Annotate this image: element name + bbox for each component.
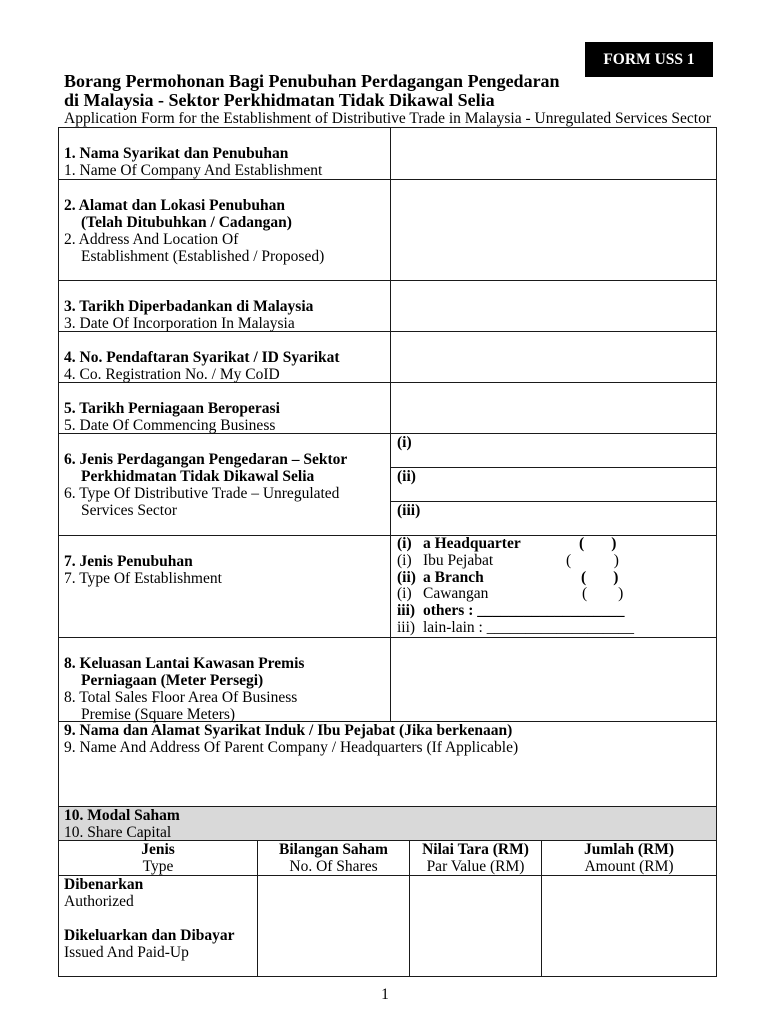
registration-no-label-cell <box>59 332 391 383</box>
registration-no-field[interactable] <box>391 332 717 383</box>
floor-area-field[interactable] <box>391 638 717 722</box>
column-header-amount <box>542 841 717 876</box>
option-marker: (i) <box>397 535 412 552</box>
registration-no-label-ms: 4. No. Pendaftaran Syarikat / ID Syarikat <box>64 349 340 366</box>
column-header-ms: Bilangan Saham <box>279 841 388 858</box>
form-title <box>64 72 560 110</box>
option-marker: (i) <box>397 551 412 569</box>
column-header-en: Par Value (RM) <box>426 858 525 875</box>
company-label-en: 1. Name Of Company And Establishment <box>64 162 323 179</box>
application-table <box>58 127 717 977</box>
company-label-ms: 1. Nama Syarikat dan Penubuhan <box>64 145 289 162</box>
option-checkbox[interactable]: ( ) <box>566 551 619 569</box>
address-label-ms: 2. Alamat dan Lokasi Penubuhan <box>64 197 285 214</box>
floor-area-label-en-sub: Premise (Square Meters) <box>81 706 236 723</box>
option-headquarter <box>397 536 716 553</box>
par-value-value <box>410 876 541 893</box>
company-name-value <box>397 145 710 162</box>
trade-type-label-cell <box>59 434 391 536</box>
column-header-shares <box>258 841 410 876</box>
option-text: Cawangan <box>423 585 489 603</box>
option-text: Ibu Pejabat <box>423 551 494 569</box>
share-type-authorized-en: Authorized <box>64 893 134 910</box>
incorporation-date-label-en: 3. Date Of Incorporation In Malaysia <box>64 315 295 332</box>
option-checkbox[interactable]: ( ) <box>581 568 619 586</box>
incorporation-date-field[interactable] <box>391 281 717 332</box>
floor-area-label-cell <box>59 638 391 722</box>
option-text: others : ___________________ <box>423 602 625 620</box>
address-field[interactable] <box>391 180 717 281</box>
establishment-type-label-cell <box>59 536 391 638</box>
address-label-cell <box>59 180 391 281</box>
share-type-cell <box>59 876 258 977</box>
column-header-en: Amount (RM) <box>584 858 674 875</box>
par-value-field[interactable] <box>410 876 542 977</box>
column-header-type <box>59 841 258 876</box>
trade-type-label-en: 6. Type Of Distributive Trade – Unregulated <box>64 485 340 502</box>
incorporation-date-label-ms: 3. Tarikh Diperbadankan di Malaysia <box>64 298 314 315</box>
registration-no-value <box>397 349 710 366</box>
share-capital-section-header <box>59 807 717 841</box>
option-checkbox[interactable]: ( ) <box>582 585 624 603</box>
incorporation-date-label-cell <box>59 281 391 332</box>
company-name-field[interactable] <box>391 128 717 180</box>
address-value <box>397 197 710 214</box>
share-capital-label-en: 10. Share Capital <box>64 824 172 841</box>
option-ibu-pejabat <box>397 553 716 570</box>
parent-company-label-en: 9. Name And Address Of Parent Company / Headquarters (If Applicable) <box>64 739 519 756</box>
option-marker: iii) <box>397 602 416 620</box>
share-type-issued-en: Issued And Paid-Up <box>64 944 189 961</box>
column-header-par-value <box>410 841 542 876</box>
share-type-authorized-ms: Dibenarkan <box>64 876 144 893</box>
column-header-en: No. Of Shares <box>289 858 378 875</box>
trade-type-entry-2[interactable] <box>391 468 717 502</box>
column-header-ms: Jumlah (RM) <box>584 841 674 858</box>
establishment-type-label-ms: 7. Jenis Penubuhan <box>64 553 193 570</box>
option-checkbox[interactable]: ( ) <box>579 535 617 552</box>
shares-value <box>258 876 409 893</box>
trade-type-label-en-sub: Services Sector <box>81 502 177 519</box>
share-type-issued-ms: Dikeluarkan dan Dibayar <box>64 927 235 944</box>
commencing-date-label-ms: 5. Tarikh Perniagaan Beroperasi <box>64 400 280 417</box>
trade-type-entry-3[interactable] <box>391 502 717 536</box>
floor-area-label-en: 8. Total Sales Floor Area Of Business <box>64 689 298 706</box>
page-number: 1 <box>381 986 389 1003</box>
column-header-en: Type <box>142 858 174 875</box>
amount-field[interactable] <box>542 876 717 977</box>
commencing-date-field[interactable] <box>391 383 717 434</box>
parent-company-value <box>64 756 716 773</box>
option-branch <box>397 570 716 587</box>
option-lain-lain[interactable] <box>397 620 716 637</box>
option-text: a Branch <box>423 568 484 586</box>
trade-type-label-ms-sub: Perkhidmatan Tidak Dikawal Selia <box>81 468 315 485</box>
form-code-badge: FORM USS 1 <box>585 42 713 77</box>
commencing-date-label-en: 5. Date Of Commencing Business <box>64 417 276 434</box>
commencing-date-value <box>397 400 710 417</box>
address-label-en-sub: Establishment (Established / Proposed) <box>81 248 325 265</box>
floor-area-label-ms-sub: Perniagaan (Meter Persegi) <box>81 672 264 689</box>
establishment-type-options <box>391 536 717 638</box>
entry-marker: (i) <box>397 434 412 451</box>
entry-marker: (ii) <box>397 468 416 485</box>
share-capital-label-ms: 10. Modal Saham <box>64 807 180 824</box>
entry-marker: (iii) <box>397 502 421 519</box>
trade-type-entry-1[interactable] <box>391 434 717 468</box>
option-text: a Headquarter <box>423 535 521 552</box>
company-label-cell <box>59 128 391 180</box>
parent-company-field[interactable] <box>59 722 717 807</box>
option-others[interactable] <box>397 603 716 620</box>
establishment-type-label-en: 7. Type Of Establishment <box>64 570 222 587</box>
address-label-ms-sub: (Telah Ditubuhkan / Cadangan) <box>81 214 292 231</box>
shares-field[interactable] <box>258 876 410 977</box>
floor-area-label-ms: 8. Keluasan Lantai Kawasan Premis <box>64 655 305 672</box>
column-header-ms: Nilai Tara (RM) <box>422 841 529 858</box>
column-header-ms: Jenis <box>141 841 175 858</box>
commencing-date-label-cell <box>59 383 391 434</box>
floor-area-value <box>397 655 710 672</box>
option-marker: (ii) <box>397 568 416 586</box>
option-marker: (i) <box>397 585 412 603</box>
form-subtitle: Application Form for the Establishment of Distributive Trade in Malaysia - Unregulated Services Sector <box>64 110 711 127</box>
title-line-1: Borang Permohonan Bagi Penubuhan Perdagangan Pengedaran <box>64 71 560 91</box>
option-cawangan <box>397 586 716 603</box>
address-label-en: 2. Address And Location Of <box>64 231 239 248</box>
parent-company-label-ms: 9. Nama dan Alamat Syarikat Induk / Ibu Pejabat (Jika berkenaan) <box>64 722 513 739</box>
amount-value <box>542 876 716 893</box>
trade-type-label-ms: 6. Jenis Perdagangan Pengedaran – Sektor <box>64 451 348 468</box>
incorporation-date-value <box>397 298 710 315</box>
registration-no-label-en: 4. Co. Registration No. / My CoID <box>64 366 280 383</box>
option-marker: iii) <box>397 618 416 636</box>
option-text: lain-lain : ___________________ <box>423 618 634 636</box>
title-line-2: di Malaysia - Sektor Perkhidmatan Tidak Dikawal Selia <box>64 90 495 110</box>
